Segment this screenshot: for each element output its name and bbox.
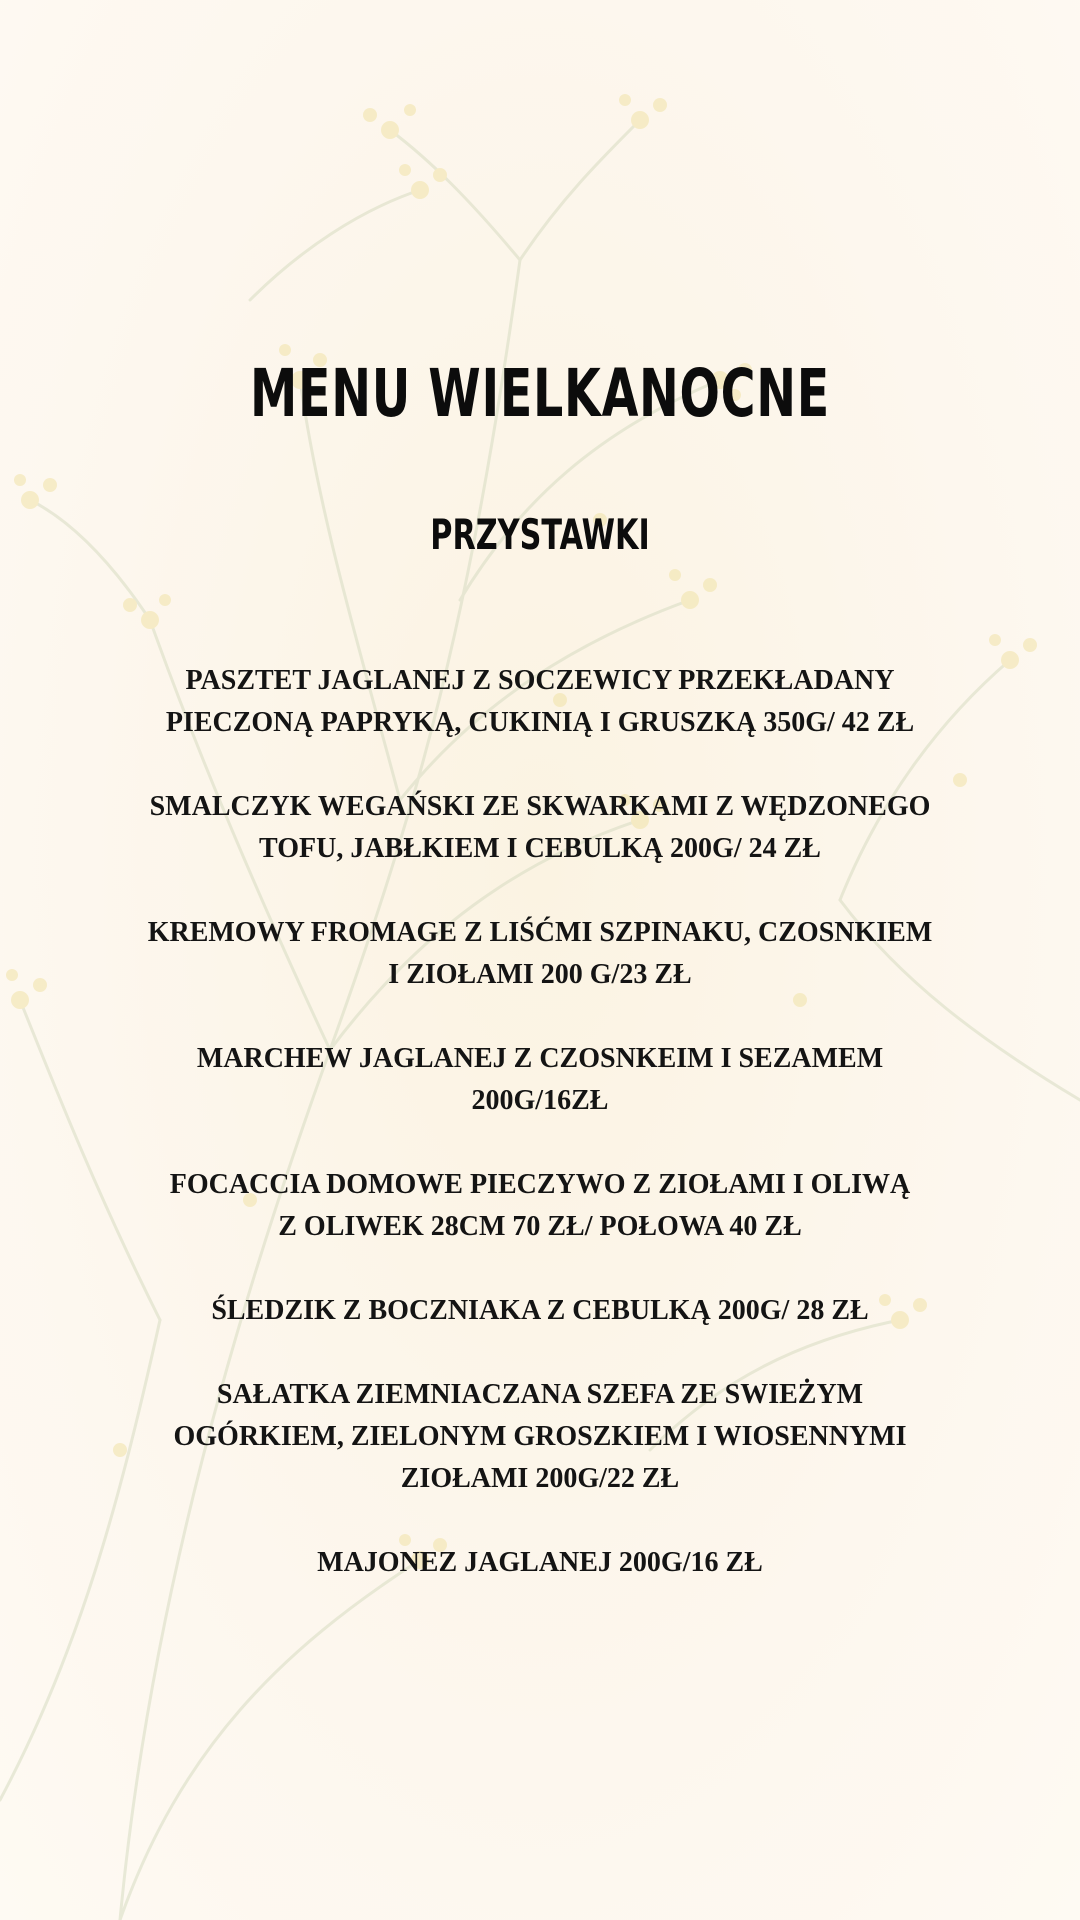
menu-item-line: Z OLIWEK 28CM 70 ZŁ/ POŁOWA 40 ZŁ: [278, 1211, 802, 1242]
menu-item-line: MARCHEW JAGLANEJ Z CZOSNKEIM I SEZAMEM: [196, 1043, 884, 1074]
menu-item: [90, 1038, 990, 1122]
menu-item-line: FOCACCIA DOMOWE PIECZYWO Z ZIOŁAMI I OLIWĄ: [169, 1169, 911, 1200]
menu-item-line: ZIOŁAMI 200G/22 ZŁ: [400, 1463, 680, 1494]
menu-item-line: SAŁATKA ZIEMNIACZANA SZEFA ZE SWIEŻYM: [216, 1379, 864, 1410]
menu-item-line: ŚLEDZIK Z BOCZNIAKA Z CEBULKĄ 200G/ 28 ZŁ: [211, 1295, 869, 1326]
menu-item: [90, 1290, 990, 1332]
menu-title: MENU WIELKANOCNE: [250, 355, 830, 432]
menu-item-line: SMALCZYK WEGAŃSKI ZE SKWARKAMI Z WĘDZONEGO: [149, 791, 931, 822]
menu-item: [90, 912, 990, 996]
menu-item-line: 200G/16ZŁ: [471, 1085, 609, 1116]
menu-item-line: MAJONEZ JAGLANEJ 200G/16 ZŁ: [317, 1547, 763, 1578]
section-heading: PRZYSTAWKI: [430, 510, 650, 559]
menu-item: [90, 1374, 990, 1500]
menu-item-line: PASZTET JAGLANEJ Z SOCZEWICY PRZEKŁADANY: [185, 665, 895, 696]
menu-item: [90, 1542, 990, 1584]
menu-item: [90, 1164, 990, 1248]
menu-item-line: TOFU, JABŁKIEM I CEBULKĄ 200G/ 24 ZŁ: [259, 833, 821, 864]
menu-item-line: KREMOWY FROMAGE Z LIŚĆMI SZPINAKU, CZOSNKIEM: [147, 917, 933, 948]
menu-item-line: PIECZONĄ PAPRYKĄ, CUKINIĄ I GRUSZKĄ 350G/ 42 ZŁ: [165, 707, 915, 738]
menu-item: [90, 660, 990, 744]
menu-item-line: I ZIOŁAMI 200 G/23 ZŁ: [388, 959, 692, 990]
menu-item: [90, 786, 990, 870]
menu-item-line: OGÓRKIEM, ZIELONYM GROSZKIEM I WIOSENNYMI: [173, 1421, 907, 1452]
menu-item-list: [90, 660, 990, 1626]
